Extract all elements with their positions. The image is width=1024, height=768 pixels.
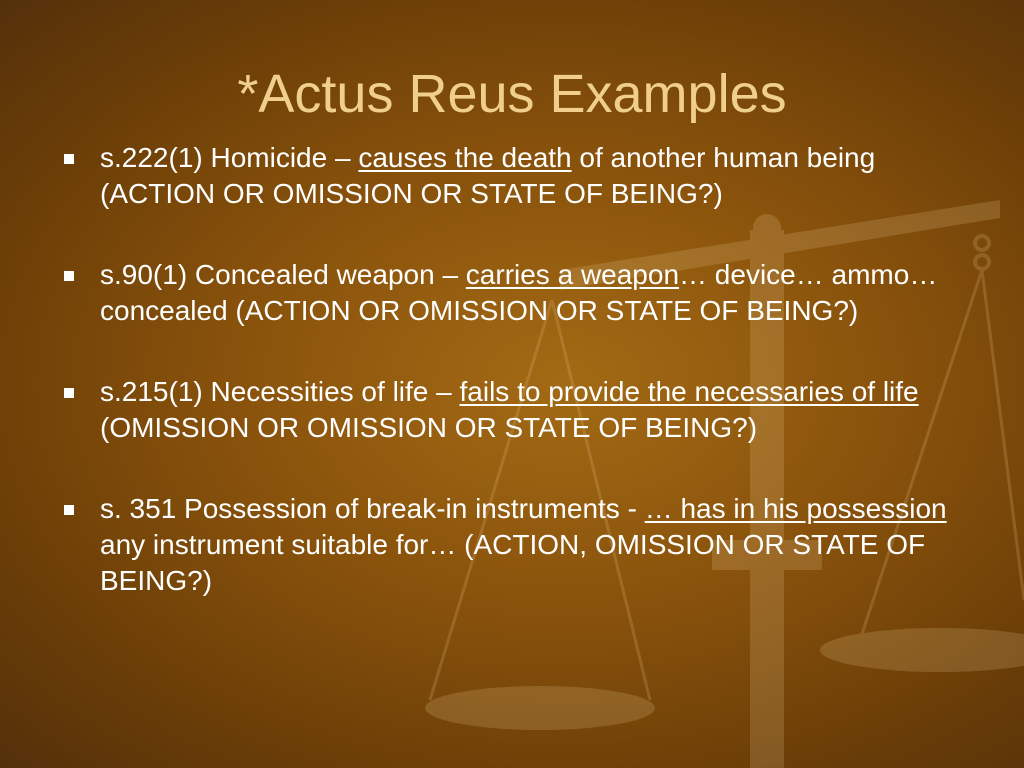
bullet-item — [60, 140, 970, 212]
bullet-text: … device… ammo… concealed (ACTION OR OMISSION OR STATE OF BEING?) — [100, 259, 938, 326]
bullet-underlined-text: causes the death — [358, 142, 572, 173]
bullet-text: (OMISSION OR OMISSION OR STATE OF BEING?) — [100, 412, 758, 443]
bullet-text: s.90(1) Concealed weapon – — [100, 259, 466, 290]
bullet-item — [60, 491, 970, 599]
square-bullet-icon — [64, 388, 74, 398]
bullet-underlined-text: fails to provide the necessaries of life — [459, 376, 919, 407]
bullet-text: s. 351 Possession of break-in instruments - — [100, 493, 645, 524]
square-bullet-icon — [64, 154, 74, 164]
bullet-text: s.222(1) Homicide – — [100, 142, 359, 173]
bullet-text: any instrument suitable for… (ACTION, OMISSION OR STATE OF BEING?) — [100, 529, 926, 596]
slide-title: *Actus Reus Examples — [237, 64, 787, 124]
square-bullet-icon — [64, 271, 74, 281]
square-bullet-icon — [64, 505, 74, 515]
bullet-text: of another human being (ACTION OR OMISSION OR STATE OF BEING?) — [100, 142, 876, 209]
bullet-underlined-text: … has in his possession — [644, 493, 947, 524]
bullet-item — [60, 374, 970, 446]
bullet-underlined-text: carries a weapon — [465, 259, 680, 290]
bullet-item — [60, 257, 970, 329]
bullet-text: s.215(1) Necessities of life – — [100, 376, 460, 407]
bullet-list — [60, 140, 970, 599]
